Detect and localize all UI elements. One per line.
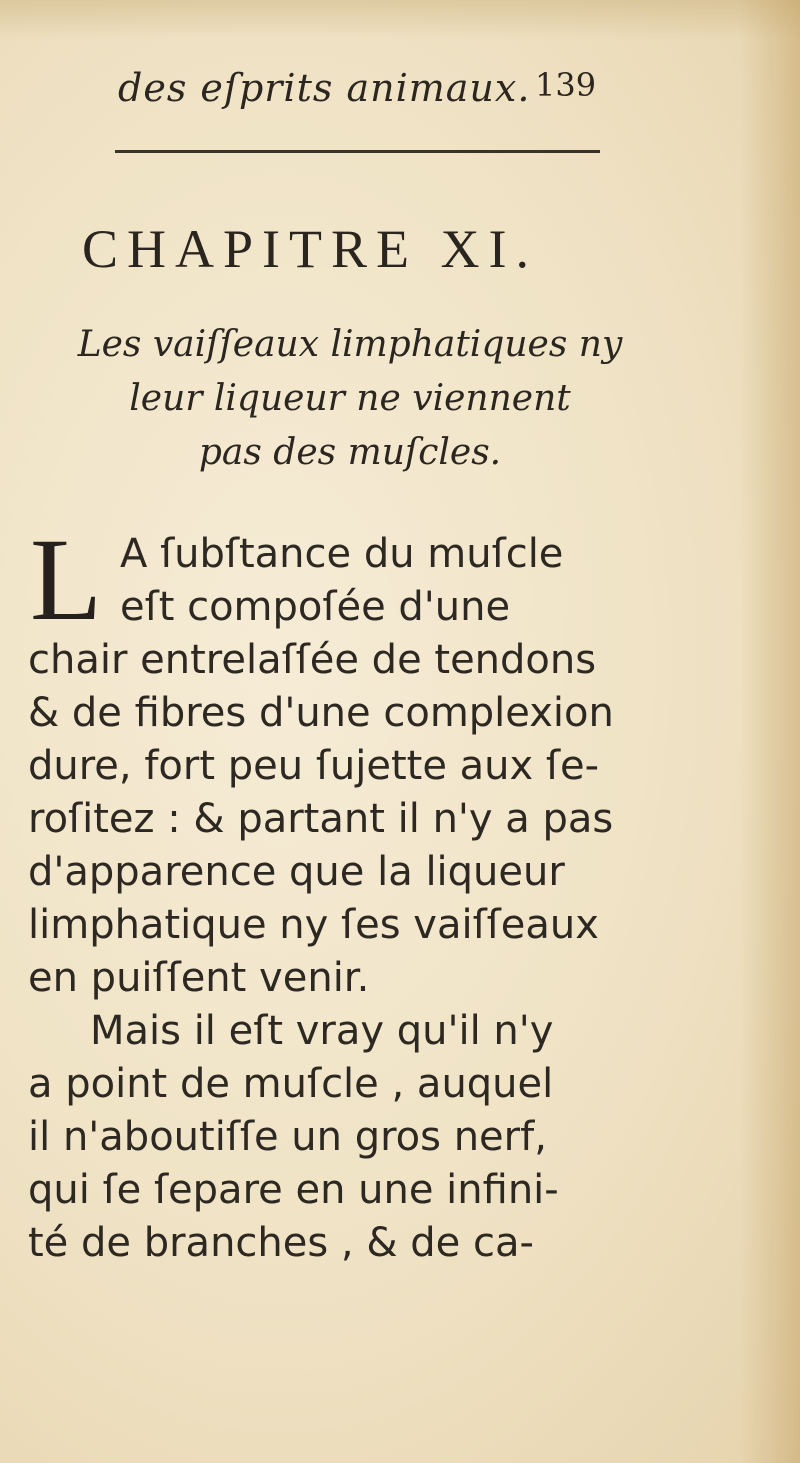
page-top-shadow bbox=[0, 0, 800, 40]
drop-cap: L bbox=[30, 514, 103, 645]
subtitle-line: leur liqueur ne viennent bbox=[129, 378, 571, 419]
subtitle-line: Les vaiſſeaux limphatiques ny bbox=[77, 324, 623, 365]
text-line: roſitez : & partant il n'y a pas bbox=[28, 796, 614, 842]
text-line: a point de muſcle , auquel bbox=[28, 1061, 554, 1107]
page-edge-shadow bbox=[740, 0, 800, 1463]
chapter-title: CHAPITRE XI. bbox=[82, 219, 538, 279]
text-line: eſt compoſée d'une bbox=[120, 584, 511, 630]
text-line: dure, fort peu ſujette aux ſe- bbox=[28, 743, 600, 789]
header-rule bbox=[115, 150, 600, 153]
text-line: limphatique ny ſes vaiſſeaux bbox=[28, 902, 599, 948]
running-head-title: des eſprits animaux. bbox=[118, 66, 531, 110]
text-line: il n'aboutiſſe un gros nerf, bbox=[28, 1114, 547, 1160]
body-text bbox=[28, 528, 638, 1270]
text-line: té de branches , & de ca- bbox=[28, 1220, 534, 1266]
subtitle-line: pas des muſcles. bbox=[198, 432, 502, 473]
text-line: A ſubſtance du muſcle bbox=[120, 531, 564, 577]
text-line: chair entrelaſſée de tendons bbox=[28, 637, 597, 683]
text-line: qui ſe ſepare en une infini- bbox=[28, 1167, 559, 1213]
text-line: & de fibres d'une complexion bbox=[28, 690, 614, 736]
text-line: Mais il eſt vray qu'il n'y bbox=[90, 1008, 554, 1054]
text-line: d'apparence que la liqueur bbox=[28, 849, 565, 895]
page-number: 139 bbox=[535, 66, 597, 104]
text-line: en puiſſent venir. bbox=[28, 955, 370, 1001]
chapter-subtitle bbox=[40, 318, 660, 480]
